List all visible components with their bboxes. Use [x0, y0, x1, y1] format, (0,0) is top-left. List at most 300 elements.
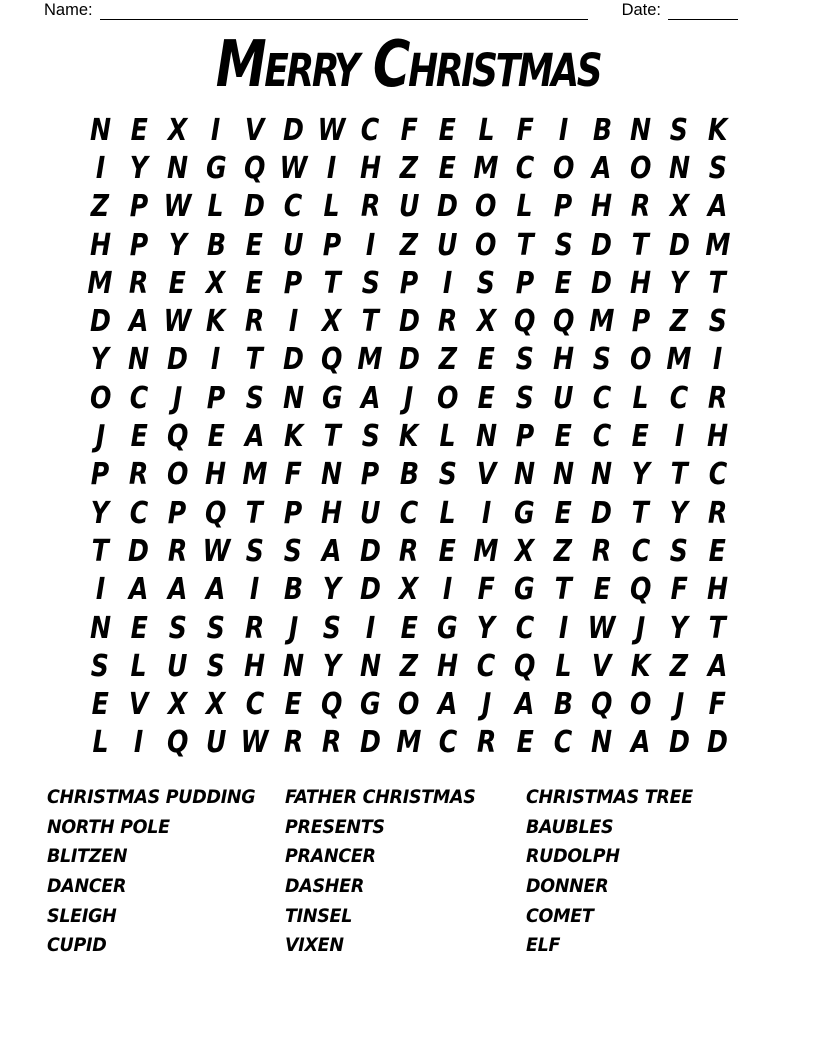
grid-letter: R: [244, 304, 265, 340]
grid-letter: E: [168, 265, 187, 301]
grid-letter: D: [89, 304, 111, 340]
grid-letter: I: [134, 725, 144, 761]
grid-letter: A: [206, 572, 226, 608]
grid-letter: C: [515, 610, 535, 646]
date-blank-line: [668, 3, 738, 20]
grid-letter: L: [439, 419, 456, 455]
grid-letter: H: [205, 457, 227, 493]
grid-letter: J: [172, 380, 183, 416]
grid-letter: H: [89, 227, 111, 263]
grid-letter: Z: [91, 189, 110, 225]
grid-letter: M: [87, 265, 113, 301]
grid-letter: S: [515, 342, 534, 378]
grid-letter: R: [322, 725, 342, 761]
grid-letter: W: [202, 533, 230, 569]
grid-letter: P: [631, 304, 650, 340]
grid-letter: T: [554, 572, 572, 608]
grid-letter: Y: [322, 648, 341, 684]
grid-letter: F: [477, 572, 495, 608]
grid-letter: Z: [669, 648, 689, 684]
grid-letter: I: [442, 265, 453, 301]
grid-letter: C: [631, 533, 650, 569]
word-list-item: COMET: [526, 904, 594, 927]
grid-letter: H: [359, 150, 381, 186]
grid-letter: C: [592, 419, 612, 455]
grid-letter: N: [166, 150, 189, 186]
grid-letter: J: [674, 687, 684, 723]
grid-letter: X: [167, 687, 188, 723]
grid-letter: G: [514, 495, 536, 531]
grid-letter: A: [514, 687, 535, 723]
grid-letter: E: [554, 495, 572, 531]
grid-letter: A: [707, 189, 728, 225]
grid-letter: R: [283, 725, 303, 761]
grid-letter: D: [359, 725, 381, 761]
grid-letter: I: [558, 610, 569, 646]
grid-letter: K: [206, 304, 226, 340]
grid-letter: J: [404, 380, 414, 416]
puzzle-title: Merry Christmas: [215, 28, 601, 102]
grid-letter: R: [707, 495, 728, 531]
grid-letter: E: [438, 150, 457, 186]
grid-letter: Y: [669, 495, 689, 531]
grid-letter: N: [282, 648, 304, 684]
grid-letter: N: [629, 112, 652, 148]
grid-letter: P: [283, 265, 303, 301]
grid-letter: O: [475, 189, 497, 225]
grid-letter: H: [629, 265, 652, 301]
grid-letter: T: [631, 227, 650, 263]
grid-letter: U: [398, 189, 420, 225]
grid-letter: H: [552, 342, 574, 378]
grid-letter: B: [283, 572, 303, 608]
word-list-item: NORTH POLE: [47, 815, 170, 838]
grid-letter: S: [284, 533, 303, 569]
grid-letter: S: [438, 457, 457, 493]
grid-letter: J: [481, 687, 491, 723]
grid-letter: C: [438, 725, 457, 761]
grid-letter: D: [166, 342, 188, 378]
word-column: [526, 783, 707, 961]
grid-letter: Q: [591, 687, 613, 723]
grid-letter: E: [438, 533, 457, 569]
grid-letter: B: [206, 227, 226, 263]
grid-letter: Q: [321, 687, 343, 723]
grid-letter: C: [361, 112, 380, 148]
name-blank-line: [100, 3, 588, 20]
grid-letter: S: [361, 419, 380, 455]
grid-letter: E: [593, 572, 611, 608]
letter-grid: [81, 111, 737, 762]
grid-letter: I: [211, 112, 221, 148]
grid-letter: F: [516, 112, 534, 148]
grid-letter: H: [707, 419, 729, 455]
grid-letter: W: [317, 112, 346, 148]
grid-letter: I: [713, 342, 723, 378]
grid-letter: P: [129, 189, 149, 225]
word-list-item: DANCER: [47, 875, 127, 898]
grid-letter: C: [554, 725, 573, 761]
grid-letter: H: [244, 648, 266, 684]
grid-letter: S: [515, 380, 534, 416]
grid-letter: C: [129, 380, 149, 416]
grid-letter: E: [516, 725, 534, 761]
grid-letter: B: [553, 687, 573, 723]
grid-letter: J: [635, 610, 646, 646]
grid-letter: S: [245, 533, 264, 569]
grid-letter: F: [284, 457, 302, 493]
grid-letter: D: [591, 495, 613, 531]
grid-letter: X: [399, 572, 419, 608]
grid-letter: U: [360, 495, 381, 531]
grid-letter: Q: [514, 648, 536, 684]
grid-letter: W: [163, 304, 192, 340]
grid-letter: R: [360, 189, 381, 225]
grid-letter: Q: [205, 495, 227, 531]
grid-letter: P: [129, 227, 149, 263]
grid-letter: L: [632, 380, 649, 416]
grid-letter: E: [554, 265, 572, 301]
grid-letter: S: [592, 342, 612, 378]
word-list-item: CHRISTMAS TREE: [526, 786, 693, 808]
grid-letter: I: [211, 342, 221, 378]
grid-letter: Q: [514, 304, 536, 340]
grid-letter: V: [129, 687, 149, 723]
grid-letter: A: [592, 150, 612, 186]
grid-letter: Y: [477, 610, 496, 646]
grid-letter: D: [282, 342, 304, 378]
grid-letter: G: [321, 380, 343, 416]
grid-letter: L: [555, 648, 572, 684]
grid-letter: K: [399, 419, 419, 455]
grid-letter: A: [630, 725, 651, 761]
grid-letter: E: [130, 419, 148, 455]
grid-letter: I: [95, 150, 105, 186]
grid-letter: N: [89, 112, 111, 148]
grid-letter: S: [477, 265, 496, 301]
grid-letter: X: [515, 533, 535, 569]
grid-letter: E: [477, 342, 495, 378]
grid-letter: N: [89, 610, 111, 646]
grid-letter: D: [398, 342, 420, 378]
grid-letter: E: [400, 610, 418, 646]
word-column: [285, 783, 526, 961]
grid-letter: Q: [243, 150, 266, 186]
grid-letter: H: [437, 648, 459, 684]
grid-letter: S: [245, 380, 264, 416]
grid-letter: Z: [554, 533, 573, 569]
grid-letter: M: [396, 725, 422, 761]
grid-letter: B: [592, 112, 612, 148]
grid-letter: T: [91, 533, 109, 569]
grid-letter: M: [242, 457, 268, 493]
grid-letter: Y: [669, 265, 689, 301]
grid-letter: I: [674, 419, 684, 455]
grid-letter: E: [631, 419, 650, 455]
grid-letter: Q: [166, 725, 189, 761]
grid-letter: O: [552, 150, 575, 186]
grid-letter: E: [130, 112, 148, 148]
grid-letter: R: [630, 189, 651, 225]
grid-letter: R: [399, 533, 419, 569]
grid-letter: M: [473, 150, 499, 186]
word-list-item: PRANCER: [285, 845, 376, 868]
grid-letter: F: [670, 572, 688, 608]
grid-letter: X: [322, 304, 342, 340]
grid-letter: T: [246, 495, 264, 531]
grid-letter: L: [516, 189, 533, 225]
grid-letter: Z: [669, 304, 689, 340]
grid-letter: I: [442, 572, 453, 608]
grid-letter: M: [666, 342, 692, 378]
grid-letter: Y: [168, 227, 187, 263]
grid-letter: K: [630, 648, 651, 684]
grid-letter: N: [321, 457, 343, 493]
grid-letter: P: [168, 495, 187, 531]
grid-letter: M: [473, 533, 499, 569]
grid-letter: A: [129, 572, 149, 608]
grid-letter: O: [629, 342, 652, 378]
grid-letter: C: [283, 189, 303, 225]
grid-letter: P: [399, 265, 419, 301]
grid-letter: S: [168, 610, 187, 646]
grid-letter: O: [398, 687, 420, 723]
grid-letter: L: [130, 648, 147, 684]
grid-letter: A: [244, 419, 265, 455]
grid-letter: S: [322, 610, 341, 646]
grid-letter: C: [708, 457, 727, 493]
grid-letter: O: [436, 380, 459, 416]
grid-letter: G: [437, 610, 458, 646]
grid-letter: Q: [552, 304, 575, 340]
grid-letter: X: [476, 304, 496, 340]
grid-letter: W: [588, 610, 616, 646]
grid-letter: S: [708, 150, 727, 186]
grid-letter: R: [437, 304, 458, 340]
grid-letter: G: [514, 572, 536, 608]
grid-letter: Z: [399, 648, 419, 684]
word-list-item: PRESENTS: [285, 815, 385, 838]
grid-letter: R: [244, 610, 265, 646]
grid-letter: R: [476, 725, 496, 761]
grid-letter: S: [206, 610, 226, 646]
grid-letter: M: [705, 227, 731, 263]
grid-letter: A: [707, 648, 728, 684]
grid-letter: E: [130, 610, 148, 646]
grid-letter: J: [288, 610, 298, 646]
grid-letter: B: [399, 457, 419, 493]
grid-letter: Z: [438, 342, 457, 378]
grid-letter: N: [128, 342, 150, 378]
word-list-item: CUPID: [47, 934, 107, 957]
grid-letter: C: [515, 150, 535, 186]
grid-letter: D: [591, 227, 613, 263]
grid-letter: P: [554, 189, 573, 225]
grid-letter: Q: [321, 342, 343, 378]
grid-letter: C: [245, 687, 264, 723]
grid-letter: R: [707, 380, 728, 416]
grid-letter: O: [89, 380, 112, 416]
grid-letter: P: [283, 495, 303, 531]
grid-letter: J: [95, 419, 105, 455]
header: [44, 1, 738, 20]
grid-letter: A: [167, 572, 188, 608]
grid-letter: P: [515, 265, 534, 301]
grid-letter: Q: [166, 419, 189, 455]
grid-letter: I: [95, 572, 105, 608]
grid-letter: W: [279, 150, 308, 186]
grid-letter: P: [322, 227, 342, 263]
grid-letter: I: [288, 304, 298, 340]
grid-letter: M: [589, 304, 615, 340]
grid-letter: O: [629, 687, 652, 723]
word-list-item: FATHER CHRISTMAS: [285, 786, 476, 808]
grid-letter: R: [129, 265, 149, 301]
grid-letter: E: [709, 533, 727, 569]
grid-letter: I: [481, 495, 491, 531]
grid-letter: C: [669, 380, 689, 416]
grid-letter: L: [323, 189, 340, 225]
grid-letter: I: [249, 572, 260, 608]
grid-letter: E: [207, 419, 225, 455]
grid-letter: X: [206, 687, 226, 723]
grid-letter: N: [282, 380, 304, 416]
grid-letter: G: [205, 150, 227, 186]
grid-letter: T: [709, 610, 727, 646]
grid-letter: H: [321, 495, 343, 531]
grid-letter: C: [129, 495, 149, 531]
grid-letter: Z: [399, 150, 419, 186]
grid-letter: C: [476, 648, 496, 684]
grid-letter: D: [668, 725, 690, 761]
grid-letter: I: [365, 227, 376, 263]
grid-letter: V: [476, 457, 496, 493]
grid-letter: K: [283, 419, 303, 455]
grid-letter: T: [323, 265, 341, 301]
grid-letter: V: [592, 648, 612, 684]
grid-letter: X: [167, 112, 188, 148]
grid-letter: P: [515, 419, 534, 455]
grid-letter: P: [206, 380, 226, 416]
grid-letter: G: [360, 687, 381, 723]
grid-letter: Y: [631, 457, 650, 493]
grid-letter: U: [167, 648, 188, 684]
grid-letter: U: [205, 725, 227, 761]
grid-letter: K: [707, 112, 728, 148]
grid-letter: V: [244, 112, 265, 148]
grid-letter: Y: [322, 572, 341, 608]
grid-letter: D: [398, 304, 420, 340]
grid-letter: E: [554, 419, 572, 455]
grid-letter: I: [558, 112, 569, 148]
grid-letter: S: [361, 265, 380, 301]
grid-letter: P: [91, 457, 110, 493]
grid-letter: D: [437, 189, 459, 225]
word-list-item: BAUBLES: [526, 815, 614, 838]
grid-letter: T: [670, 457, 688, 493]
grid-letter: E: [477, 380, 495, 416]
grid-letter: H: [707, 572, 729, 608]
grid-letter: W: [163, 189, 192, 225]
word-list-item: SLEIGH: [47, 904, 117, 927]
grid-letter: O: [629, 150, 652, 186]
grid-letter: D: [591, 265, 613, 301]
grid-letter: M: [357, 342, 383, 378]
date-label: Date:: [621, 1, 661, 19]
grid-letter: A: [129, 304, 149, 340]
grid-letter: F: [709, 687, 727, 723]
grid-letter: H: [591, 189, 613, 225]
word-list-item: RUDOLPH: [526, 845, 620, 868]
grid-letter: C: [399, 495, 419, 531]
grid-letter: S: [554, 227, 573, 263]
word-list-item: BLITZEN: [47, 845, 128, 868]
grid-letter: U: [282, 227, 304, 263]
grid-letter: X: [669, 189, 689, 225]
grid-letter: N: [475, 419, 497, 455]
grid-letter: W: [240, 725, 269, 761]
word-list-item: TINSEL: [285, 904, 353, 927]
grid-letter: A: [322, 533, 342, 569]
grid-letter: Y: [91, 342, 110, 378]
grid-letter: I: [327, 150, 337, 186]
grid-letter: E: [284, 687, 302, 723]
grid-letter: R: [129, 457, 149, 493]
grid-letter: S: [91, 648, 110, 684]
grid-letter: N: [591, 457, 613, 493]
grid-letter: S: [206, 648, 226, 684]
grid-letter: N: [359, 648, 381, 684]
grid-letter: R: [167, 533, 188, 569]
grid-letter: L: [439, 495, 456, 531]
grid-letter: C: [592, 380, 612, 416]
grid-letter: Y: [91, 495, 110, 531]
grid-letter: D: [128, 533, 150, 569]
grid-letter: D: [282, 112, 304, 148]
grid-letter: Z: [399, 227, 419, 263]
grid-letter: F: [400, 112, 418, 148]
grid-letter: E: [246, 265, 264, 301]
grid-letter: U: [437, 227, 458, 263]
word-list-item: DASHER: [285, 875, 365, 898]
grid-letter: T: [323, 419, 341, 455]
grid-letter: Y: [129, 150, 148, 186]
grid-letter: E: [438, 112, 457, 148]
grid-letter: O: [166, 457, 189, 493]
grid-letter: E: [246, 227, 264, 263]
word-list: [47, 783, 707, 961]
grid-letter: L: [208, 189, 225, 225]
grid-letter: L: [92, 725, 109, 761]
grid-letter: N: [552, 457, 574, 493]
grid-letter: X: [206, 265, 226, 301]
grid-letter: E: [91, 687, 109, 723]
grid-letter: T: [246, 342, 264, 378]
grid-letter: T: [709, 265, 727, 301]
grid-letter: Q: [629, 572, 652, 608]
grid-letter: D: [244, 189, 266, 225]
grid-letter: N: [668, 150, 690, 186]
grid-letter: D: [359, 572, 381, 608]
grid-letter: D: [668, 227, 690, 263]
grid-letter: I: [365, 610, 376, 646]
word-list-item: CHRISTMAS PUDDING: [47, 786, 256, 808]
grid-letter: D: [359, 533, 381, 569]
grid-letter: Y: [669, 610, 689, 646]
grid-letter: O: [475, 227, 497, 263]
grid-letter: S: [670, 533, 689, 569]
grid-letter: P: [361, 457, 380, 493]
